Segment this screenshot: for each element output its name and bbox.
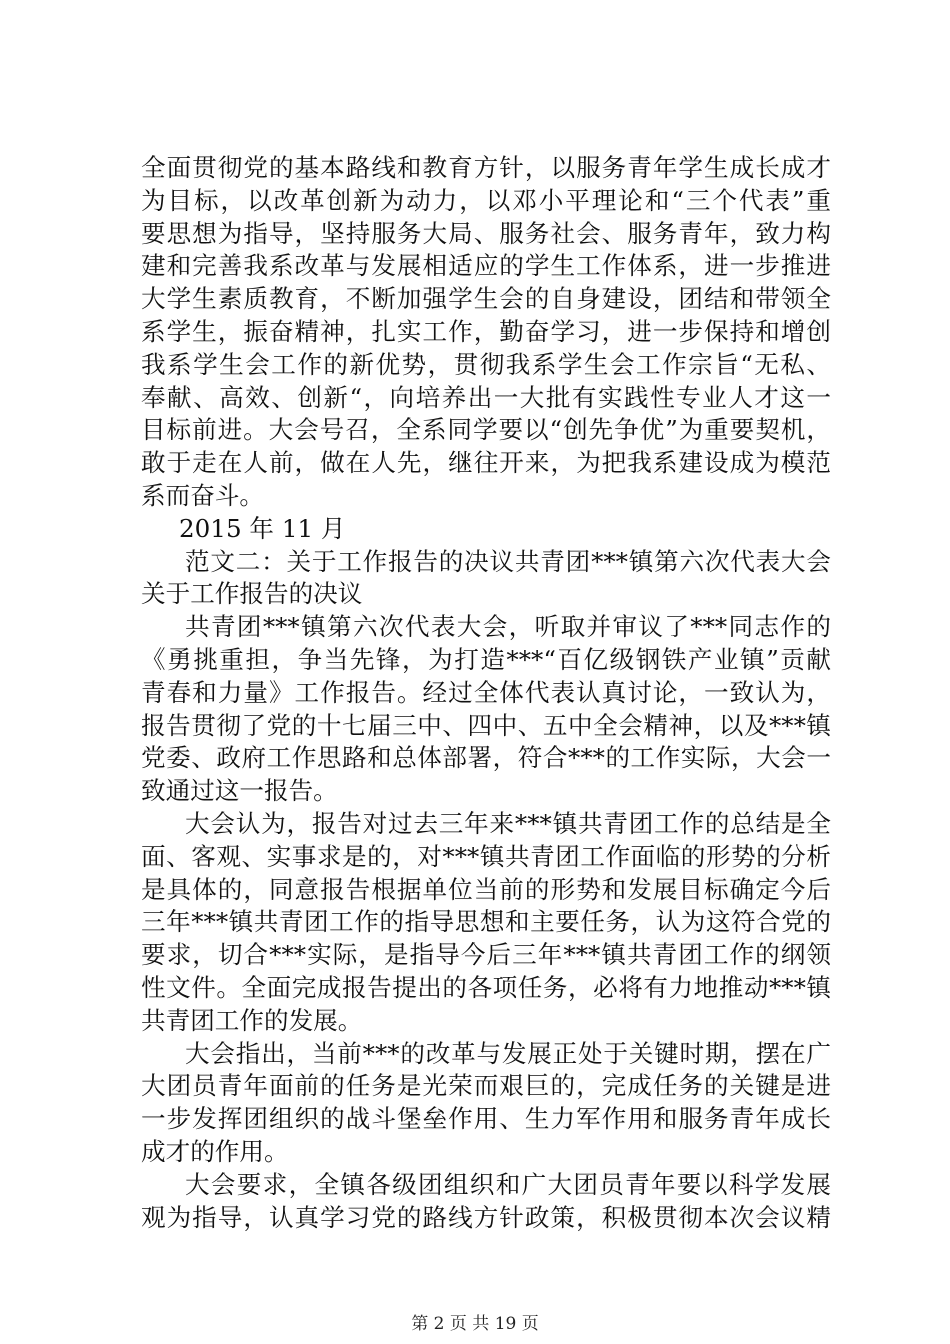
text-line: 《勇挑重担，争当先锋，为打造***“百亿级钢铁产业镇”贡献	[141, 644, 831, 674]
text-line: 为目标，以改革创新为动力，以邓小平理论和“三个代表”重	[141, 185, 831, 215]
text-line: 目标前进。大会号召，全系同学要以“创先争优”为重要契机，	[141, 415, 831, 445]
text-line: 成才的作用。	[141, 1136, 289, 1166]
text-line: 奉献、高效、创新“，向培养出一大批有实践性专业人才这一	[141, 382, 831, 412]
text-line: 党委、政府工作思路和总体部署，符合***的工作实际，大会一	[141, 743, 831, 773]
text-line: 要思想为指导，坚持服务大局、服务社会、服务青年，致力构	[141, 218, 831, 248]
date-line: 2015 年 11 月	[179, 513, 346, 543]
text-line: 面、客观、实事求是的，对***镇共青团工作面临的形势的分析	[141, 841, 831, 871]
text-line: 共青团工作的发展。	[141, 1005, 363, 1035]
text-line: 大学生素质教育，不断加强学生会的自身建设，团结和带领全	[141, 284, 831, 314]
text-line: 青春和力量》工作报告。经过全体代表认真讨论，一致认为，	[141, 677, 831, 707]
text-line: 系学生，振奋精神，扎实工作，勤奋学习，进一步保持和增创	[141, 316, 831, 346]
text-line: 敢于走在人前，做在人先，继往开来，为把我系建设成为模范	[141, 448, 831, 478]
text-line: 是具体的，同意报告根据单位当前的形势和发展目标确定今后	[141, 874, 831, 904]
text-line: 大团员青年面前的任务是光荣而艰巨的，完成任务的关键是进	[141, 1071, 831, 1101]
section-heading-continuation: 关于工作报告的决议	[141, 579, 363, 609]
text-line: 共青团***镇第六次代表大会，听取并审议了***同志作的	[185, 612, 831, 642]
section-heading: 范文二：关于工作报告的决议共青团***镇第六次代表大会	[185, 546, 831, 576]
text-line: 致通过这一报告。	[141, 776, 338, 806]
document-body	[141, 152, 831, 1234]
text-line: 报告贯彻了党的十七届三中、四中、五中全会精神，以及***镇	[141, 710, 831, 740]
text-line: 一步发挥团组织的战斗堡垒作用、生力军作用和服务青年成长	[141, 1104, 831, 1134]
text-line: 三年***镇共青团工作的指导思想和主要任务，认为这符合党的	[141, 907, 831, 937]
page-number-footer: 第 2 页 共 19 页	[411, 1314, 539, 1334]
text-line: 大会要求，全镇各级团组织和广大团员青年要以科学发展	[185, 1169, 831, 1199]
text-line: 大会指出，当前***的改革与发展正处于关键时期，摆在广	[185, 1038, 831, 1068]
text-line: 大会认为，报告对过去三年来***镇共青团工作的总结是全	[185, 808, 831, 838]
text-line: 建和完善我系改革与发展相适应的学生工作体系，进一步推进	[141, 251, 831, 281]
text-line: 性文件。全面完成报告提出的各项任务，必将有力地推动***镇	[141, 972, 831, 1002]
text-line: 观为指导，认真学习党的路线方针政策，积极贯彻本次会议精	[141, 1202, 831, 1232]
text-line: 系而奋斗。	[141, 480, 264, 510]
text-line: 我系学生会工作的新优势，贯彻我系学生会工作宗旨“无私、	[141, 349, 831, 379]
text-line: 要求，切合***实际，是指导今后三年***镇共青团工作的纲领	[141, 940, 831, 970]
text-line: 全面贯彻党的基本路线和教育方针，以服务青年学生成长成才	[141, 153, 831, 182]
